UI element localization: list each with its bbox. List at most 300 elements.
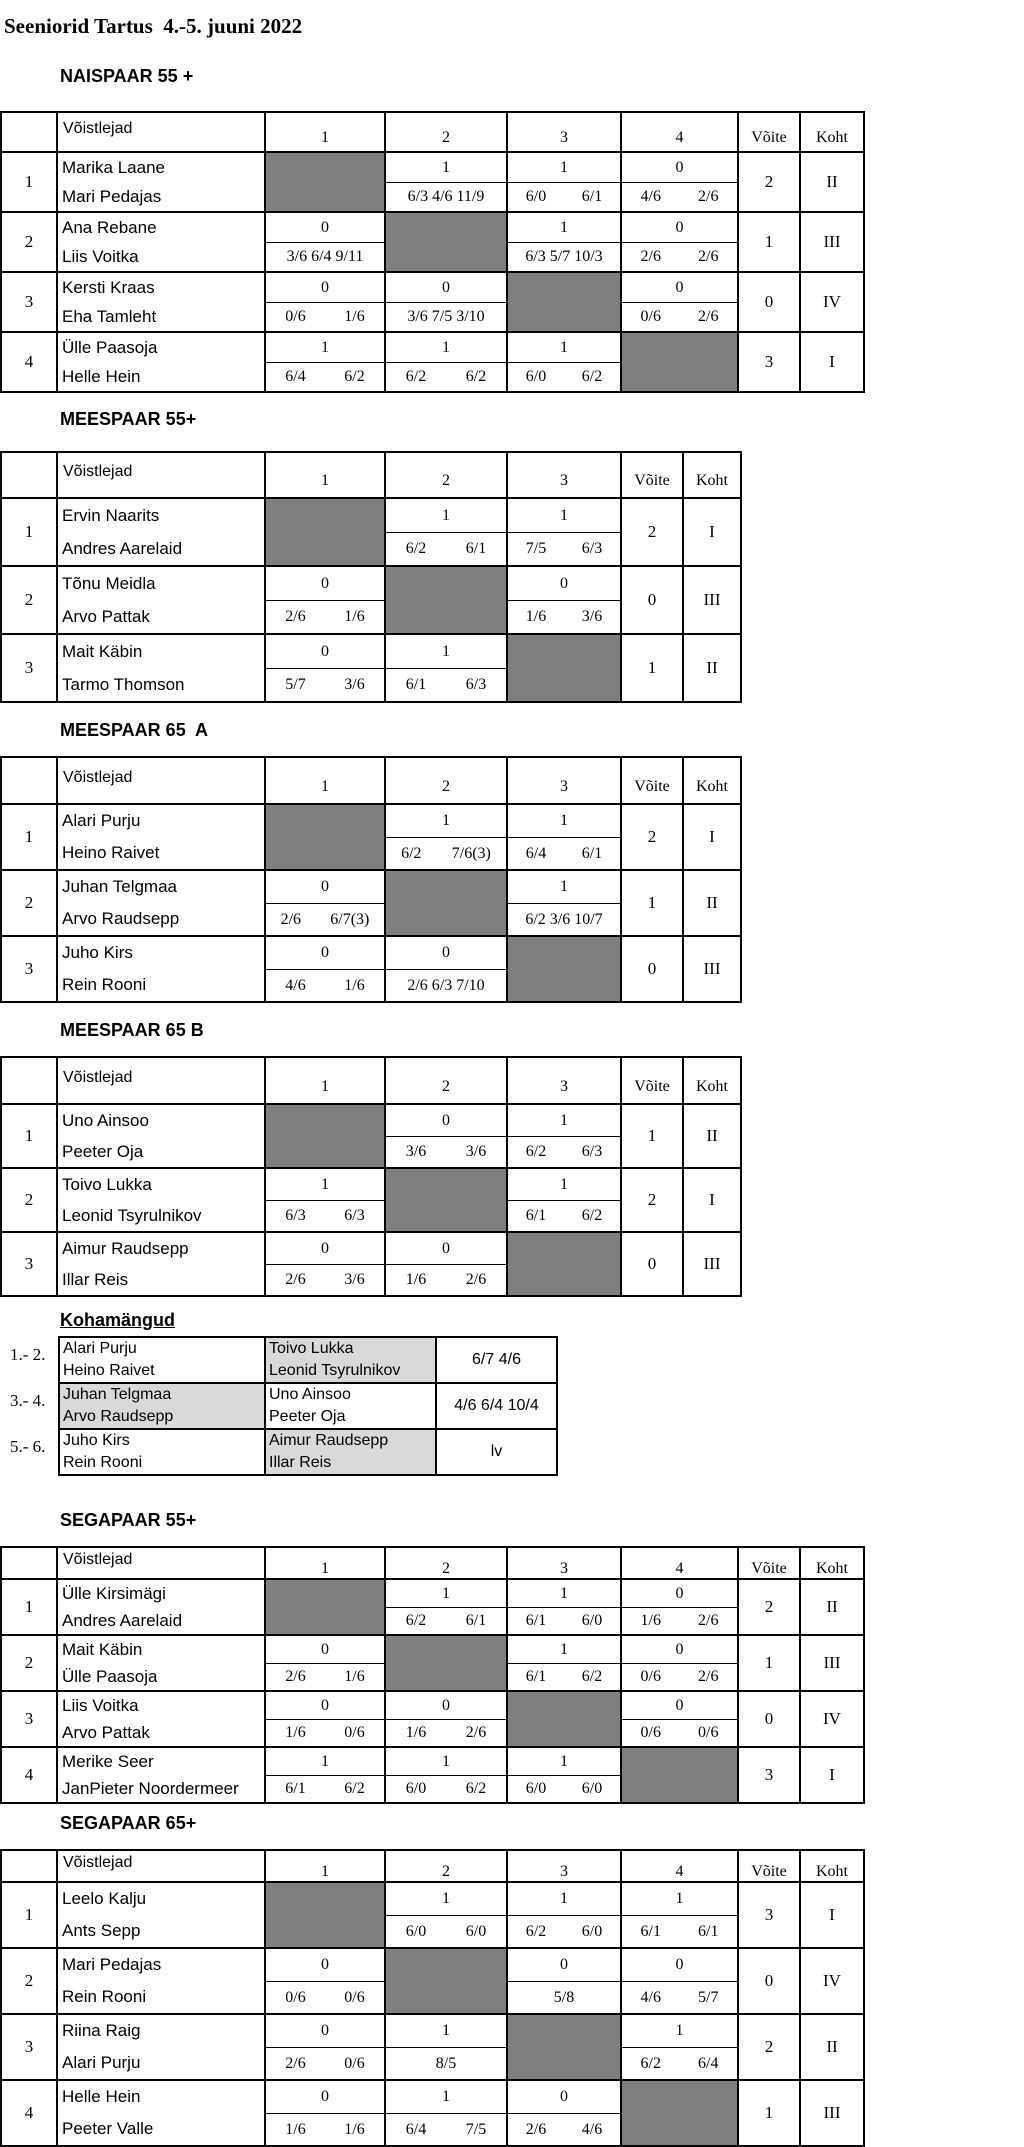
pair-names — [57, 212, 265, 272]
match-result — [621, 212, 738, 272]
match-win: 0 — [321, 878, 329, 895]
match-win: 1 — [560, 1175, 568, 1193]
set-score: 6/2 — [344, 1780, 365, 1797]
match-result — [385, 1747, 507, 1803]
player-name: JanPieter Noordermeer — [62, 1778, 239, 1798]
player-name: Illar Reis — [269, 1454, 332, 1471]
column-header: 4 — [621, 1547, 738, 1579]
match-score — [508, 837, 620, 869]
results-table — [0, 1849, 865, 2147]
place-value: III — [800, 1635, 864, 1691]
wins-value: 0 — [621, 566, 683, 634]
wins-value: 1 — [738, 2080, 800, 2146]
match-score — [266, 2113, 384, 2145]
set-score: 6/1 — [525, 1612, 547, 1629]
match-result — [265, 1691, 385, 1747]
match-win: 0 — [321, 1956, 329, 1973]
column-header: 1 — [265, 1547, 385, 1579]
place-header: Koht — [800, 1547, 864, 1579]
match-win: 1 — [442, 1584, 450, 1602]
competitors-header: Võistlejad — [57, 112, 265, 152]
table-row — [1, 1948, 864, 2014]
placement-pair-a — [59, 1337, 265, 1383]
corner-cell — [1, 1850, 57, 1882]
set-score: 6/7(3) — [330, 910, 370, 928]
match-win: 0 — [321, 944, 329, 961]
match-score — [622, 1663, 737, 1690]
set-score: 6/0 — [581, 1922, 603, 1940]
player-name: Eha Tamleht — [62, 306, 157, 326]
row-number: 1 — [1, 1579, 57, 1635]
match-win: 0 — [560, 2088, 568, 2105]
match-result — [621, 2014, 738, 2080]
place-value: IV — [800, 1691, 864, 1747]
row-number: 4 — [1, 2080, 57, 2146]
column-header: 2 — [385, 757, 507, 804]
table-row — [1, 634, 741, 702]
pair-names — [57, 2080, 265, 2146]
placement-pair-b — [265, 1383, 436, 1429]
match-result — [507, 870, 621, 936]
pair-names — [57, 634, 265, 702]
match-score — [266, 969, 384, 1001]
match-result — [621, 1882, 738, 1948]
player-name: Toivo Lukka — [62, 1174, 152, 1194]
match-score — [266, 668, 384, 701]
match-result — [507, 212, 621, 272]
pair-names — [57, 1579, 265, 1635]
corner-cell — [1, 1547, 57, 1579]
section-title: MEESPAAR 55+ — [60, 409, 197, 429]
set-score: 6/1 — [581, 188, 603, 205]
wins-value: 1 — [621, 634, 683, 702]
match-score — [622, 302, 737, 331]
set-score: 6/1 — [465, 1612, 487, 1629]
table-row — [1, 1635, 864, 1691]
match-win: 0 — [321, 2022, 329, 2039]
column-header: 4 — [621, 1850, 738, 1882]
match-win: 1 — [560, 812, 568, 829]
header-row — [1, 112, 864, 152]
set-score: 3/6 — [405, 1143, 427, 1160]
set-score: 6/2 — [525, 1143, 547, 1160]
set-score: 2/6 — [698, 1612, 719, 1629]
set-score: 8/5 — [435, 2054, 457, 2072]
column-header: 2 — [385, 452, 507, 498]
set-score: 6/3 — [581, 540, 603, 557]
set-score: 6/0 — [405, 1922, 427, 1940]
set-score: 2/6 — [465, 1724, 487, 1741]
column-header: 3 — [507, 112, 621, 152]
player-name: Alari Purju — [62, 811, 141, 830]
set-score: 0/6 — [285, 308, 306, 325]
row-number: 3 — [1, 1691, 57, 1747]
match-win: 1 — [442, 2022, 450, 2039]
match-result — [385, 804, 507, 870]
set-score: 1/6 — [344, 976, 365, 994]
player-name: Leelo Kalju — [62, 1889, 147, 1908]
row-number: 1 — [1, 152, 57, 212]
match-win: 1 — [442, 642, 450, 660]
match-score — [622, 182, 737, 211]
match-result — [385, 2014, 507, 2080]
set-score: 6/2 — [405, 368, 427, 385]
pair-names — [57, 804, 265, 870]
match-win: 1 — [560, 338, 568, 356]
place-header: Koht — [683, 757, 741, 804]
match-score — [386, 1775, 506, 1802]
set-score: 2/6 — [280, 910, 302, 928]
pair-names — [57, 1168, 265, 1232]
player-name: Mari Pedajas — [62, 186, 162, 206]
column-header: 3 — [507, 1547, 621, 1579]
set-score: 6/0 — [405, 1780, 427, 1797]
match-score — [508, 903, 620, 935]
pair-names — [57, 566, 265, 634]
set-score: 1/6 — [344, 1668, 365, 1685]
self-match-cell — [385, 1168, 507, 1232]
set-score: 6/0 — [581, 1612, 603, 1629]
table-row — [1, 1691, 864, 1747]
place-value: III — [683, 936, 741, 1002]
section-title: NAISPAAR 55 + — [60, 66, 194, 86]
set-score: 3/6 — [581, 608, 603, 625]
table-row — [1, 1232, 741, 1296]
player-name: Tarmo Thomson — [62, 674, 185, 694]
pair-names — [57, 936, 265, 1002]
set-score: 5/7 — [698, 1988, 719, 2006]
row-number: 1 — [1, 804, 57, 870]
match-result — [507, 804, 621, 870]
player-name: Helle Hein — [62, 366, 141, 386]
self-match-cell — [265, 804, 385, 870]
pair-names — [57, 1882, 265, 1948]
self-match-cell — [507, 2014, 621, 2080]
set-score: 2/6 — [698, 308, 719, 325]
wins-value: 2 — [738, 1579, 800, 1635]
match-result — [621, 1579, 738, 1635]
self-match-cell — [265, 152, 385, 212]
match-result — [507, 332, 621, 392]
results-table — [0, 111, 865, 393]
row-number: 2 — [1, 212, 57, 272]
pair-names — [57, 152, 265, 212]
set-score: 6/1 — [640, 1922, 661, 1940]
match-result — [621, 272, 738, 332]
match-score — [508, 182, 620, 211]
row-number: 1 — [1, 498, 57, 566]
wins-header: Võite — [738, 1547, 800, 1579]
match-win: 0 — [675, 1584, 684, 1602]
player-name: Juhan Telgmaa — [63, 1386, 172, 1403]
pair-names — [57, 1635, 265, 1691]
match-score — [266, 600, 384, 633]
wins-value: 1 — [738, 1635, 800, 1691]
player-name: Ants Sepp — [62, 1921, 141, 1940]
match-score — [386, 969, 506, 1001]
place-value: IV — [800, 1948, 864, 2014]
match-score — [386, 1136, 506, 1167]
match-result — [385, 1691, 507, 1747]
player-name: Juho Kirs — [63, 1432, 130, 1449]
player-name: Ülle Kirsimägi — [62, 1583, 166, 1603]
player-name: Peeter Oja — [269, 1408, 346, 1425]
match-result — [385, 936, 507, 1002]
column-header: 1 — [265, 1057, 385, 1104]
place-value: I — [683, 498, 741, 566]
placement-pair-a — [59, 1429, 265, 1475]
wins-value: 3 — [738, 1882, 800, 1948]
section-title: SEGAPAAR 65+ — [60, 1813, 197, 1833]
match-score — [266, 903, 384, 935]
match-result — [265, 272, 385, 332]
pair-names — [57, 1104, 265, 1168]
match-result — [385, 1579, 507, 1635]
match-score — [266, 1981, 384, 2013]
column-header: 4 — [621, 112, 738, 152]
set-score: 0/6 — [285, 1988, 306, 2006]
table-row — [1, 152, 864, 212]
placement-label: 5.- 6. — [10, 1437, 46, 1456]
table-row — [1, 1104, 741, 1168]
player-name: Leonid Tsyrulnikov — [269, 1362, 401, 1379]
player-name: Toivo Lukka — [269, 1340, 354, 1357]
place-value: I — [683, 1168, 741, 1232]
match-win: 0 — [560, 574, 568, 592]
match-result — [265, 870, 385, 936]
corner-cell — [1, 1057, 57, 1104]
match-result — [265, 634, 385, 702]
match-result — [621, 1691, 738, 1747]
table-row — [1, 272, 864, 332]
match-score — [508, 362, 620, 391]
placement-label: 1.- 2. — [10, 1345, 46, 1364]
match-result — [621, 1948, 738, 2014]
set-score: 6/0 — [525, 188, 547, 205]
player-name: Kersti Kraas — [62, 277, 155, 297]
player-name: Liis Voitka — [62, 1695, 139, 1715]
match-score — [508, 1981, 620, 2013]
match-win: 1 — [675, 2022, 684, 2039]
set-score: 6/4 — [525, 844, 547, 862]
match-score — [386, 2047, 506, 2079]
player-name: Mait Käbin — [62, 641, 143, 661]
set-score: 6/0 — [525, 368, 547, 385]
match-result — [507, 1104, 621, 1168]
match-score — [386, 182, 506, 211]
competitors-header: Võistlejad — [57, 1057, 265, 1104]
match-result — [621, 1635, 738, 1691]
set-score: 6/3 — [581, 1143, 603, 1160]
player-name: Helle Hein — [62, 2087, 141, 2106]
set-score: 1/6 — [344, 2120, 365, 2138]
match-win: 1 — [321, 338, 329, 356]
place-value: II — [683, 870, 741, 936]
set-score: 4/6 — [640, 1988, 661, 2006]
match-win: 1 — [560, 218, 568, 236]
set-score: 6/2 — [581, 368, 603, 385]
match-score — [508, 1136, 620, 1167]
match-win: 0 — [675, 1696, 684, 1714]
set-score: 2/6 — [285, 2054, 306, 2072]
match-result — [265, 1232, 385, 1296]
set-score: 6/2 — [525, 1922, 547, 1940]
set-score: 2/6 — [285, 1271, 306, 1288]
match-score — [386, 668, 506, 701]
section-title: MEESPAAR 65 A — [60, 720, 209, 740]
wins-value: 0 — [738, 1948, 800, 2014]
player-name: Liis Voitka — [62, 246, 139, 266]
match-result — [265, 1948, 385, 2014]
player-name: Aimur Raudsepp — [62, 1238, 189, 1258]
pair-names — [57, 1948, 265, 2014]
player-name: Ervin Naarits — [62, 505, 160, 525]
column-header: 2 — [385, 1547, 507, 1579]
match-win: 1 — [321, 1175, 329, 1193]
set-score: 1/6 — [344, 308, 365, 325]
header-row — [1, 757, 741, 804]
set-score: 5/7 — [285, 676, 306, 693]
place-value: I — [800, 332, 864, 392]
set-score: 2/6 — [698, 188, 719, 205]
wins-value: 1 — [621, 870, 683, 936]
match-score — [386, 2113, 506, 2145]
competitors-header: Võistlejad — [57, 1547, 265, 1579]
match-win: 1 — [675, 1890, 684, 1907]
placement-result: lv — [436, 1429, 557, 1475]
match-result — [385, 152, 507, 212]
set-score: 6/1 — [698, 1922, 719, 1940]
match-win: 0 — [321, 642, 329, 660]
row-number: 3 — [1, 272, 57, 332]
match-win: 0 — [321, 1239, 329, 1257]
match-result — [385, 272, 507, 332]
table-row — [1, 332, 864, 392]
player-name: Heino Raivet — [63, 1362, 155, 1379]
pair-names — [57, 498, 265, 566]
match-result — [265, 1747, 385, 1803]
match-win: 1 — [560, 1752, 568, 1770]
set-score: 3/6 — [344, 1271, 365, 1288]
row-number: 4 — [1, 332, 57, 392]
match-win: 1 — [442, 2088, 450, 2105]
match-win: 0 — [560, 1956, 568, 1973]
row-number: 2 — [1, 1948, 57, 2014]
set-score: 0/6 — [698, 1724, 719, 1741]
wins-value: 2 — [621, 498, 683, 566]
place-value: III — [683, 1232, 741, 1296]
self-match-cell — [507, 272, 621, 332]
player-name: Heino Raivet — [62, 843, 160, 862]
wins-value: 1 — [621, 1104, 683, 1168]
pair-names — [57, 1232, 265, 1296]
match-score — [266, 2047, 384, 2079]
competitors-header: Võistlejad — [57, 452, 265, 498]
match-score — [386, 1719, 506, 1746]
set-score: 6/1 — [525, 1207, 547, 1224]
match-score — [266, 242, 384, 271]
match-result — [507, 1882, 621, 1948]
results-table — [0, 756, 742, 1003]
set-score: 6/3 — [285, 1207, 306, 1224]
wins-value: 2 — [621, 804, 683, 870]
pair-names — [57, 1747, 265, 1803]
match-win: 0 — [321, 2088, 329, 2105]
placement-pair-b — [265, 1429, 436, 1475]
player-name: Aimur Raudsepp — [269, 1432, 389, 1449]
set-score: 2/6 — [698, 1668, 719, 1685]
match-win: 1 — [442, 812, 450, 829]
set-score: 0/6 — [640, 1668, 661, 1685]
match-win: 0 — [675, 158, 684, 176]
match-score — [508, 1607, 620, 1634]
match-win: 0 — [442, 278, 450, 296]
page-title: Seeniorid Tartus 4.-5. juuni 2022 — [4, 14, 303, 38]
set-score: 1/6 — [344, 608, 365, 625]
match-score — [622, 242, 737, 271]
self-match-cell — [621, 1747, 738, 1803]
pair-names — [57, 870, 265, 936]
set-score: 0/6 — [344, 1724, 365, 1741]
set-score: 6/2 — [640, 2054, 661, 2072]
player-name: Mari Pedajas — [62, 1955, 162, 1974]
player-name: Arvo Raudsepp — [62, 909, 180, 928]
match-score — [386, 1607, 506, 1634]
match-score — [266, 1719, 384, 1746]
set-score: 6/2 — [581, 1207, 603, 1224]
wins-header: Võite — [621, 1057, 683, 1104]
match-result — [507, 1579, 621, 1635]
row-number: 2 — [1, 566, 57, 634]
match-win: 1 — [442, 1890, 450, 1907]
player-name: Illar Reis — [62, 1269, 129, 1289]
pair-names — [57, 1691, 265, 1747]
self-match-cell — [507, 1232, 621, 1296]
wins-value: 0 — [621, 936, 683, 1002]
match-win: 0 — [321, 1640, 329, 1658]
match-win: 1 — [442, 1752, 450, 1770]
self-match-cell — [507, 936, 621, 1002]
set-score: 4/6 — [285, 976, 306, 994]
set-score: 7/6(3) — [451, 844, 491, 862]
match-win: 1 — [560, 1640, 568, 1658]
set-score: 6/1 — [525, 1668, 547, 1685]
set-score: 5/8 — [553, 1988, 575, 2006]
row-number: 1 — [1, 1882, 57, 1948]
match-score — [508, 2113, 620, 2145]
column-header: 3 — [507, 1057, 621, 1104]
set-score: 2/6 — [525, 2120, 547, 2138]
match-result — [265, 2080, 385, 2146]
results-table — [0, 1056, 742, 1297]
player-name: Alari Purju — [62, 2053, 141, 2072]
wins-header: Võite — [621, 757, 683, 804]
row-number: 2 — [1, 1635, 57, 1691]
wins-value: 2 — [738, 152, 800, 212]
match-win: 0 — [321, 574, 329, 592]
player-name: Leonid Tsyrulnikov — [62, 1205, 202, 1225]
place-value: I — [683, 804, 741, 870]
set-score: 6/1 — [581, 844, 603, 862]
placement-title: Kohamängud — [60, 1310, 175, 1330]
column-header: 2 — [385, 112, 507, 152]
match-win: 0 — [442, 1696, 450, 1714]
pair-names — [57, 332, 265, 392]
placement-row — [59, 1337, 557, 1383]
column-header: 3 — [507, 452, 621, 498]
match-result — [385, 332, 507, 392]
header-row — [1, 1850, 864, 1882]
